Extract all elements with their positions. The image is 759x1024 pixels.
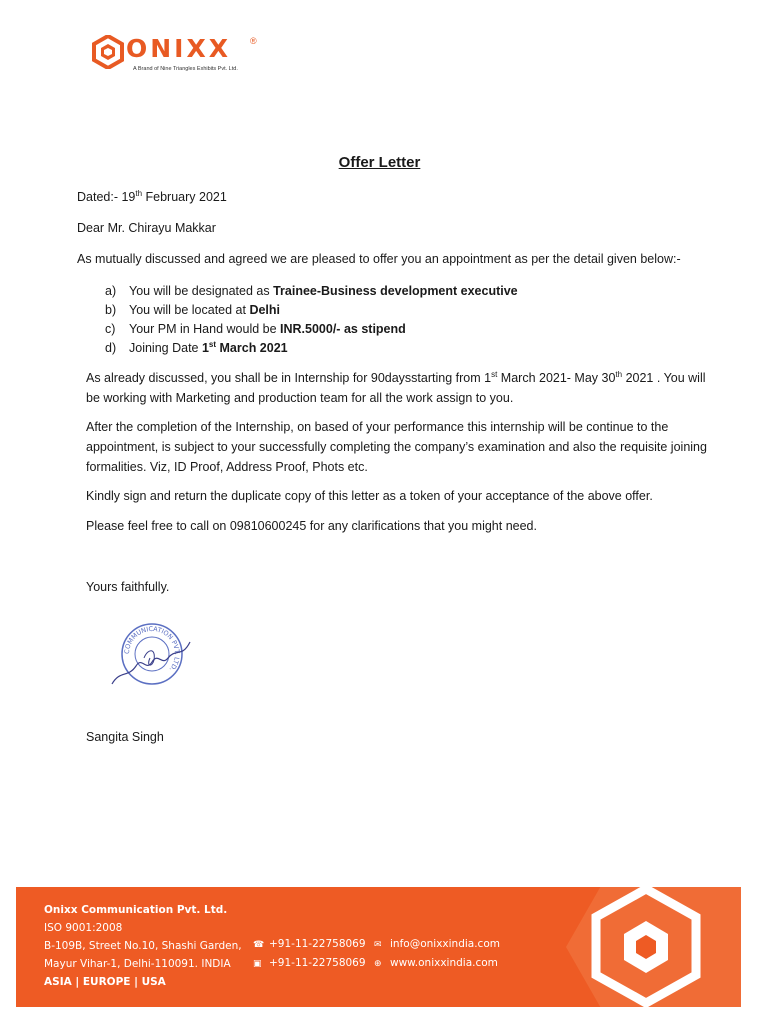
footer-company-info: [44, 901, 242, 991]
footer-email[interactable]: info@onixxindia.com: [390, 938, 500, 950]
footer-address-line2: Mayur Vihar-1, Delhi-110091. INDIA: [44, 958, 231, 970]
stamp-text: COMMUNICATION PVT. LTD.: [122, 624, 182, 674]
letter-title-wrap: [0, 154, 759, 172]
signatory-name: Sangita Singh: [86, 730, 164, 744]
company-logo: [90, 34, 280, 78]
footer-regions: ASIA | EUROPE | USA: [44, 976, 166, 988]
letter-date: Dated:- 19th February 2021: [77, 188, 227, 204]
footer-address-line1: B-109B, Street No.10, Shashi Garden,: [44, 940, 242, 952]
footer-cube-graphic: [546, 887, 741, 1007]
footer-company-name: Onixx Communication Pvt. Ltd.: [44, 904, 228, 916]
footer-fax: +91-11-22758069: [269, 957, 366, 969]
fax-icon: ▣: [253, 959, 262, 969]
email-icon: ✉: [374, 940, 382, 950]
internship-paragraph: As already discussed, you shall be in Internship for 90daysstarting from 1st March 2021- May 30th 2021 . You will be working with Marketing and production team for all the work assign to you.: [86, 369, 706, 405]
salutation: Dear Mr. Chirayu Makkar: [77, 221, 216, 235]
phone-icon: ☎: [253, 940, 265, 950]
logo-wordmark: ONIXX: [126, 34, 232, 63]
sign-return-paragraph: Kindly sign and return the duplicate copy of this letter as a token of your acceptance of the above offer.: [86, 489, 653, 503]
intro-line: As mutually discussed and agreed we are pleased to offer you an appointment as per the detail given below:-: [77, 252, 681, 266]
cube-logo-icon: [92, 35, 124, 69]
list-item: b) You will be located at Delhi: [105, 303, 281, 317]
contact-paragraph: Please feel free to call on 09810600245 for any clarifications that you might need.: [86, 519, 537, 533]
footer-website[interactable]: www.onixxindia.com: [390, 957, 498, 969]
footer-phone-block: [253, 935, 366, 973]
completion-paragraph: After the completion of the Internship, on based of your performance this internship will be continue to the appointment, is subject to your successfully completing the company’s examination and also the requisite joining formalities. Viz, ID Proof, Address Proof, Phots etc.: [86, 420, 707, 474]
list-item: d) Joining Date 1st March 2021: [105, 339, 288, 355]
list-item: c) Your PM in Hand would be INR.5000/- as stipend: [105, 322, 406, 336]
logo-tagline: A Brand of Nine Triangles Exhibits Pvt. Ltd.: [133, 66, 238, 72]
registered-mark: ®: [250, 36, 257, 46]
globe-icon: ⊕: [374, 959, 382, 969]
letter-title: Offer Letter: [338, 154, 421, 171]
footer-web-block: [374, 935, 500, 973]
list-item: a) You will be designated as Trainee-Business development executive: [105, 284, 518, 298]
company-stamp-signature: [106, 618, 198, 690]
footer-banner: [16, 887, 741, 1007]
offer-details-list: [105, 282, 518, 358]
footer-iso: ISO 9001:2008: [44, 922, 123, 934]
footer-phone[interactable]: +91-11-22758069: [269, 938, 366, 950]
closing-line: Yours faithfully.: [86, 580, 170, 594]
